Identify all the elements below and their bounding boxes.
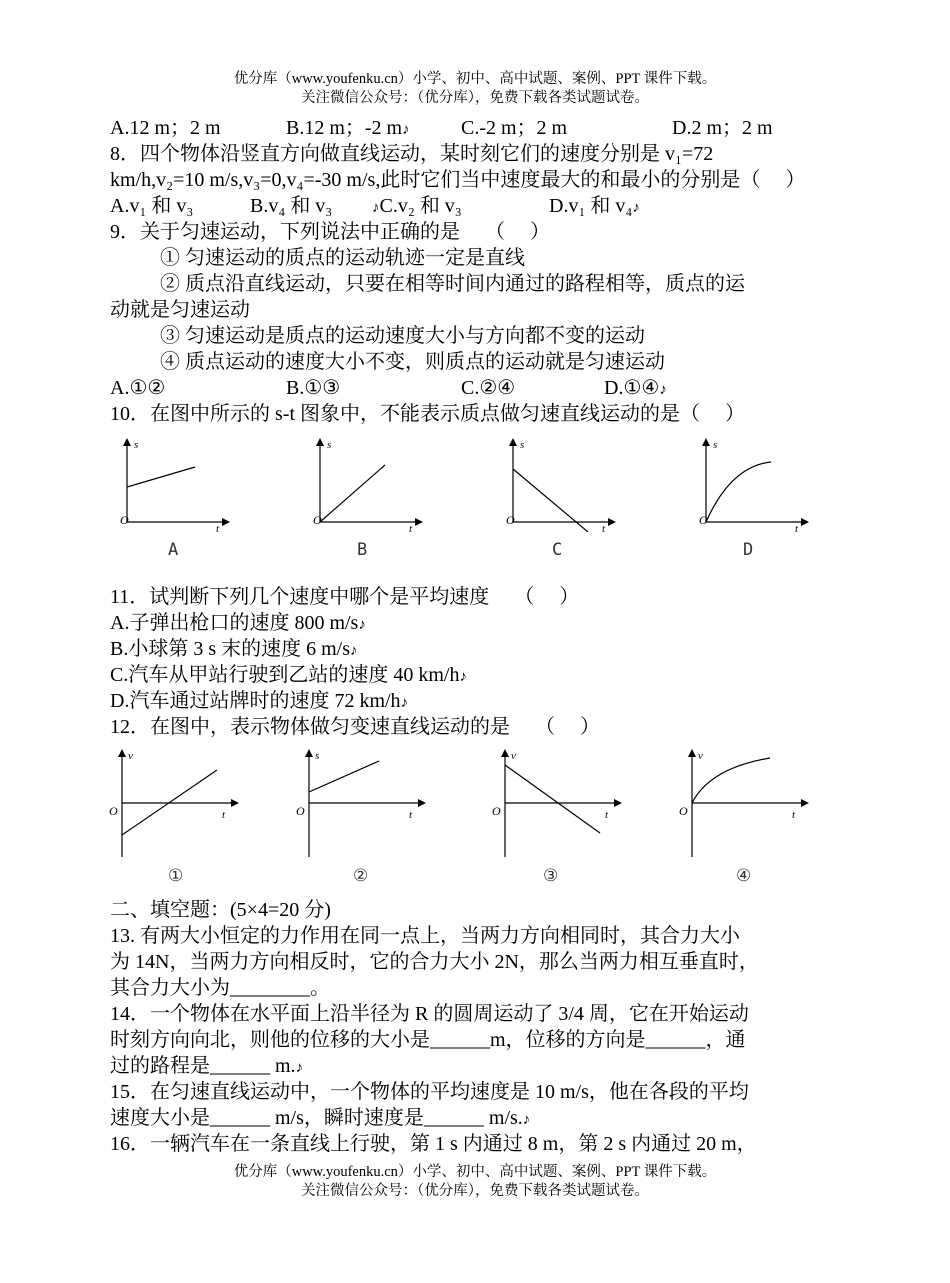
q11-option-b: B.小球第 3 s 末的速度 6 m/s♪ bbox=[110, 638, 358, 660]
q7-options bbox=[110, 116, 830, 140]
q10-graph-a-label: A bbox=[168, 540, 179, 560]
origin-label: O bbox=[679, 804, 688, 818]
axis-s-label: s bbox=[327, 439, 332, 451]
q12-graph-4-label: ④ bbox=[736, 866, 752, 886]
origin-label: O bbox=[506, 513, 515, 527]
footer-line-1: 优分库（www.youfenku.cn）小学、初中、高中试题、案例、PPT 课件下载。 bbox=[233, 1164, 717, 1180]
section-2-heading: 二、填空题：(5×4=20 分) bbox=[110, 899, 331, 921]
q10-graph-d-label: D bbox=[743, 540, 754, 560]
origin-label: O bbox=[699, 513, 708, 527]
q14-line-3: 过的路程是______ m.♪ bbox=[110, 1055, 304, 1077]
q11-option-a: A.子弹出枪口的速度 800 m/s♪ bbox=[110, 612, 366, 634]
axis-t-label: t bbox=[216, 523, 220, 532]
q7-option-a: A.12 m；2 m bbox=[110, 117, 221, 139]
axis-t-label: t bbox=[409, 809, 413, 821]
q14-line-2: 时刻方向向北，则他的位移的大小是______m，位移的方向是______，通 bbox=[110, 1029, 746, 1051]
mark-icon: ♪ bbox=[402, 122, 410, 138]
q7-option-c: C.-2 m；2 m bbox=[461, 117, 568, 139]
q11-stem: 11．试判断下列几个速度中哪个是平均速度 （ ） bbox=[110, 586, 580, 608]
origin-label: O bbox=[109, 804, 118, 818]
q9-statement-2-cont: 动就是匀速运动 bbox=[110, 299, 250, 321]
axis-s-label: s bbox=[134, 439, 139, 451]
q9-option-b: B.①③ bbox=[286, 377, 341, 399]
mark-icon: ♪ bbox=[522, 1112, 531, 1128]
q15-line-1: 15．在匀速直线运动中，一个物体的平均速度是 10 m/s，他在各段的平均 bbox=[110, 1081, 749, 1103]
q12-3-line bbox=[505, 765, 600, 833]
q9-options bbox=[110, 376, 830, 400]
footer-line-2: 关注微信公众号：（优分库），免费下载各类试题试卷。 bbox=[301, 1183, 649, 1199]
q7-option-b: B.12 m；-2 m♪ bbox=[286, 117, 410, 139]
q14-line-1: 14．一个物体在水平面上沿半径为 R 的圆周运动了 3/4 周，它在开始运动 bbox=[110, 1003, 749, 1025]
q13-line-2: 为 14N，当两力方向相反时，它的合力大小 2N，那么当两力相互垂直时， bbox=[110, 951, 759, 973]
axis-s-label: s bbox=[713, 439, 718, 451]
mark-icon: ♪ bbox=[358, 617, 366, 633]
mark-icon: ♪ bbox=[659, 382, 667, 398]
q13-line-3: 其合力大小为________。 bbox=[110, 977, 330, 999]
q12-stem: 12．在图中，表示物体做匀变速直线运动的是 （ ） bbox=[110, 716, 600, 738]
q9-stem: 9．关于匀速运动，下列说法中正确的是 （ ） bbox=[110, 221, 550, 243]
q9-statement-2: ② 质点沿直线运动，只要在相等时间内通过的路程相等，质点的运 bbox=[160, 273, 745, 295]
mark-icon: ♪ bbox=[350, 643, 358, 659]
mark-icon: ♪ bbox=[295, 1060, 304, 1076]
q8-option-c: ♪C.v₂ 和 v₃ bbox=[372, 195, 462, 217]
q8-option-b: B.v₄ 和 v₃ bbox=[250, 195, 333, 217]
q8-stem-line-1: 8．四个物体沿竖直方向做直线运动，某时刻它们的速度分别是 v₁=72 bbox=[110, 143, 714, 165]
q10-stem: 10．在图中所示的 s-t 图象中，不能表示质点做匀速直线运动的是（ ） bbox=[110, 403, 745, 425]
q9-option-c: C.②④ bbox=[461, 377, 516, 399]
q10-a-line bbox=[127, 467, 195, 487]
header-line-2: 关注微信公众号：（优分库），免费下载各类试题试卷。 bbox=[301, 90, 649, 106]
q8-option-d: D.v₁ 和 v₄♪ bbox=[549, 195, 640, 217]
axis-t-label: t bbox=[795, 523, 799, 532]
mark-icon: ♪ bbox=[632, 200, 640, 216]
axis-t-label: t bbox=[602, 523, 606, 532]
axis-v-label: v bbox=[128, 750, 133, 762]
q12-graph-1 bbox=[105, 743, 245, 861]
q8-stem-line-2: km/h,v₂=10 m/s,v₃=0,v₄=-30 m/s,此时它们当中速度最大的和最小的分别是（ ） bbox=[110, 169, 806, 191]
axis-t-label: t bbox=[409, 523, 413, 532]
q8-options bbox=[110, 194, 830, 218]
axis-v-label: v bbox=[698, 750, 703, 762]
q12-4-curve bbox=[692, 758, 770, 803]
q12-graph-3 bbox=[488, 743, 628, 861]
q12-graph-2 bbox=[292, 743, 432, 861]
q10-graph-c bbox=[498, 432, 623, 532]
q12-graph-2-label: ② bbox=[353, 866, 369, 886]
q12-graph-1-label: ① bbox=[168, 866, 184, 886]
q12-2-line bbox=[309, 761, 379, 792]
q10-b-line bbox=[320, 465, 385, 522]
axis-v-label: v bbox=[511, 750, 516, 762]
q9-option-d: D.①④♪ bbox=[604, 377, 667, 399]
axis-t-label: t bbox=[605, 809, 609, 821]
origin-label: O bbox=[492, 804, 501, 818]
q10-graph-b-label: B bbox=[357, 540, 368, 560]
q10-graph-a bbox=[112, 432, 237, 532]
q11-option-c: C.汽车从甲站行驶到乙站的速度 40 km/h♪ bbox=[110, 664, 467, 686]
q9-statement-1: ① 匀速运动的质点的运动轨迹一定是直线 bbox=[160, 247, 525, 269]
q8-option-a: A.v₁ 和 v₃ bbox=[110, 195, 194, 217]
axis-s-label: s bbox=[520, 439, 525, 451]
origin-label: O bbox=[120, 513, 129, 527]
q11-option-d: D.汽车通过站牌时的速度 72 km/h♪ bbox=[110, 690, 409, 712]
q9-statement-3: ③ 匀速运动是质点的运动速度大小与方向都不变的运动 bbox=[160, 325, 645, 347]
q15-line-2: 速度大小是______ m/s，瞬时速度是______ m/s.♪ bbox=[110, 1107, 531, 1129]
axis-s-label: s bbox=[315, 750, 320, 762]
q9-option-a: A.①② bbox=[110, 377, 166, 399]
mark-icon: ♪ bbox=[459, 669, 467, 685]
origin-label: O bbox=[296, 804, 305, 818]
axis-t-label: t bbox=[222, 809, 226, 821]
header-line-1: 优分库（www.youfenku.cn）小学、初中、高中试题、案例、PPT 课件下载。 bbox=[233, 71, 717, 87]
mark-icon: ♪ bbox=[400, 695, 409, 711]
q12-graph-3-label: ③ bbox=[543, 866, 559, 886]
q10-graph-d bbox=[691, 432, 816, 532]
origin-label: O bbox=[313, 513, 322, 527]
q10-d-curve bbox=[706, 462, 771, 522]
q16-line-1: 16．一辆汽车在一条直线上行驶，第 1 s 内通过 8 m，第 2 s 内通过 20 m， bbox=[110, 1133, 757, 1155]
q7-option-d: D.2 m；2 m bbox=[672, 117, 773, 139]
q13-line-1: 13. 有两大小恒定的力作用在同一点上，当两力方向相同时，其合力大小 bbox=[110, 925, 740, 947]
mark-icon: ♪ bbox=[372, 200, 380, 216]
q9-statement-4: ④ 质点运动的速度大小不变，则质点的运动就是匀速运动 bbox=[160, 351, 665, 373]
q10-graph-b bbox=[305, 432, 430, 532]
q12-graph-4 bbox=[675, 743, 815, 861]
axis-t-label: t bbox=[792, 809, 796, 821]
q10-graph-c-label: C bbox=[552, 540, 563, 560]
